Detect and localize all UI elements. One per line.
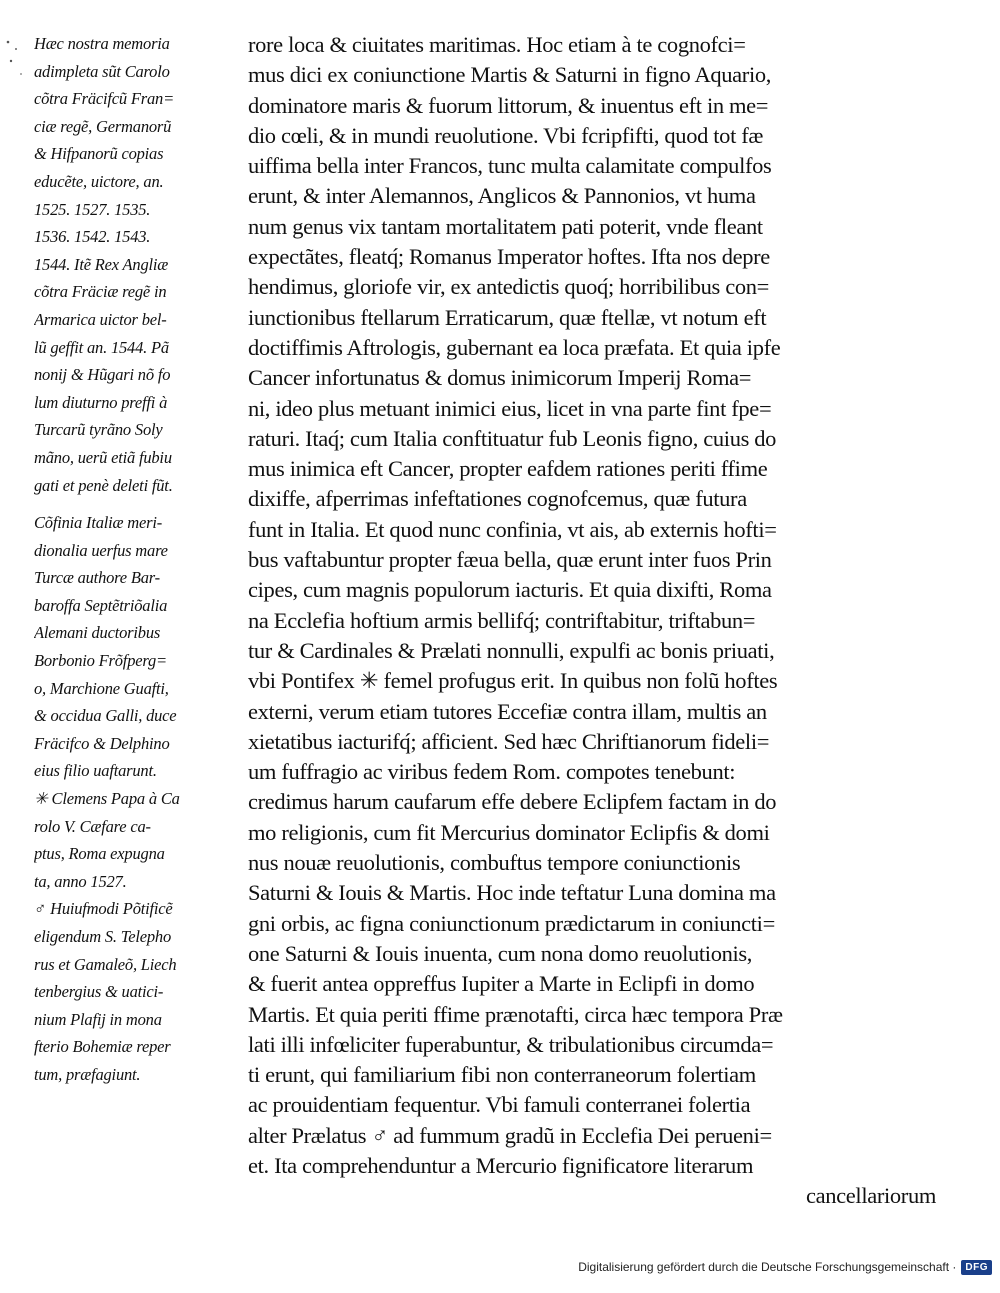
margin-note-line: lũ geffit an. 1544. Pã	[34, 337, 169, 357]
margin-note-line: tenbergius & uatici-	[34, 982, 164, 1002]
margin-gap	[34, 499, 246, 509]
text-line: credimus harum caufarum effe debere Eclipfem factam in do	[248, 789, 777, 815]
text-line: bus vaftabuntur propter fæua bella, quæ erunt inter fuos Prin	[248, 547, 772, 573]
text-line: externi, verum etiam tutores Eccefiæ contra illam, multis an	[248, 698, 767, 724]
margin-note-line: Turcarũ tyrãno Soly	[34, 420, 163, 440]
footer-credit-text: Digitalisierung gefördert durch die Deutsche Forschungsgemeinschaft ·	[578, 1260, 957, 1274]
margin-note-line: ciæ regẽ, Germanorũ	[34, 116, 172, 136]
margin-note-line: ♂ Huiufmodi Põtificẽ	[34, 899, 173, 919]
margin-note-line: Alemani ductoribus	[34, 623, 161, 643]
text-line: mus inimica eft Cancer, propter eafdem rationes periti ffime	[248, 456, 768, 482]
digitization-footer	[578, 1255, 992, 1279]
margin-note-line: 1525. 1527. 1535.	[34, 199, 151, 219]
margin-note-line: cõtra Fräcifcũ Fran=	[34, 89, 175, 109]
text-line: ti erunt, qui familiarium fibi non conterraneorum folertiam	[248, 1062, 756, 1088]
margin-note-line: cõtra Fräciæ regẽ in	[34, 282, 167, 302]
margin-note-line: gati et penè deleti fũt.	[34, 475, 173, 495]
text-line: erunt, & inter Alemannos, Anglicos & Pannonios, vt huma	[248, 183, 756, 209]
margin-note-line: & Hifpanorũ copias	[34, 144, 164, 164]
page-edge-specks	[2, 30, 28, 230]
margin-notes	[34, 30, 246, 1089]
text-line: & fuerit antea oppreffus Iupiter a Marte in Eclipfi in domo	[248, 971, 755, 997]
margin-note-line: adimpleta sũt Carolo	[34, 61, 170, 81]
text-line: rore loca & ciuitates maritimas. Hoc etiam à te cognofci=	[248, 32, 746, 57]
text-line: raturi. Itaq́; cum Italia conftituatur fub Leonis figno, cuius do	[248, 425, 777, 451]
margin-note-line: Fräcifco & Delphino	[34, 733, 170, 753]
margin-note-line: eius filio uaftarunt.	[34, 761, 157, 781]
margin-note-line: eligendum S. Telepho	[34, 927, 171, 946]
margin-note-line: ptus, Roma expugna	[34, 844, 165, 864]
text-line: dixiffe, afperrimas infeftationes cognofcemus, quæ futura	[248, 486, 747, 512]
margin-note-line: o, Marchione Guafti,	[34, 678, 169, 698]
margin-note-line: lum diuturno preffi à	[34, 392, 168, 412]
text-line: Saturni & Iouis & Martis. Hoc inde teftatur Luna domina ma	[248, 880, 776, 906]
margin-note-line: educẽte, uictore, an.	[34, 171, 164, 191]
margin-note-line: 1536. 1542. 1543.	[34, 227, 151, 247]
text-line: lati illi infœliciter fuperabuntur, & tribulationibus circumda=	[248, 1031, 774, 1057]
margin-note-line: mãno, uerũ etiã fubiu	[34, 447, 172, 467]
text-line: et. Ita comprehenduntur a Mercurio fignificatore literarum	[248, 1152, 754, 1178]
margin-note-line: ta, anno 1527.	[34, 871, 127, 891]
margin-note-line: Borbonio Frõfperg=	[34, 651, 167, 671]
text-line: alter Prælatus ♂ ad fummum gradũ in Ecclefia Dei perueni=	[248, 1122, 772, 1148]
text-line: dominatore maris & fuorum littorum, & inuentus eft in me=	[248, 92, 769, 118]
text-line: iunctionibus ftellarum Erraticarum, quæ ftellæ, vt notum eft	[248, 304, 767, 330]
catchword: cancellariorum	[805, 1183, 936, 1209]
margin-note-line: Cõfinia Italiæ meri-	[34, 513, 163, 533]
text-line: Cancer infortunatus & domus inimicorum Imperij Roma=	[248, 365, 752, 391]
margin-note-line: rolo V. Cæfare ca-	[34, 816, 151, 836]
margin-note-line: Armarica uictor bel-	[34, 309, 167, 329]
margin-note-line: dionalia uerfus mare	[34, 540, 168, 560]
text-line: mus dici ex coniunctione Martis & Saturni in figno Aquario,	[248, 62, 772, 88]
text-line: xietatibus iacturifq́; afficient. Sed hæc Chriftianorum fideli=	[248, 728, 770, 754]
margin-note-line: & occidua Galli, duce	[34, 706, 177, 726]
text-line: ni, ideo plus metuant inimici eius, licet in vna parte fint fpe=	[248, 395, 772, 421]
text-line: vbi Pontifex ✳ femel profugus erit. In quibus non folũ hoftes	[248, 668, 778, 694]
text-line: cipes, cum magnis populorum iacturis. Et quia dixifti, Roma	[248, 577, 772, 603]
text-line: ac prouidentiam fequentur. Vbi famuli conterranei folertia	[248, 1092, 751, 1118]
text-line: one Saturni & Iouis inuenta, cum nona domo reuolutionis,	[248, 940, 753, 966]
text-line: nus nouæ reuolutionis, combuftus tempore coniunctionis	[248, 850, 741, 876]
text-line: dio cœli, & in mundi reuolutione. Vbi fcripfifti, quod tot fæ	[248, 122, 764, 148]
margin-note-line: rus et Gamaleõ, Liech	[34, 954, 177, 974]
text-line: funt in Italia. Et quod nunc confinia, vt ais, ab externis hofti=	[248, 516, 777, 542]
dfg-logo: DFG	[961, 1260, 992, 1275]
text-line: um fuffragio ac viribus fedem Rom. compotes tenebunt:	[248, 759, 736, 785]
text-line: gni orbis, ac figna coniunctionum prædictarum in coniuncti=	[248, 910, 775, 936]
text-line: tur & Cardinales & Prælati nonnulli, expulfi ac bonis priuati,	[248, 637, 775, 663]
margin-note-line: tum, præfagiunt.	[34, 1064, 141, 1084]
margin-note-line: 1544. Itẽ Rex Angliæ	[34, 254, 169, 274]
text-line: num genus vix tantam mortalitatem pati poterit, vnde fleant	[248, 213, 763, 239]
main-text	[248, 30, 948, 1212]
text-line: na Ecclefia hoftium armis bellifq́; contriftabitur, triftabun=	[248, 607, 756, 633]
text-line: hendimus, gloriofe vir, ex antedictis quoq́; horribilibus con=	[248, 274, 769, 300]
margin-note-line: baroffa Septẽtriõalia	[34, 595, 168, 615]
margin-note-line: Hæc nostra memoria	[34, 34, 170, 53]
text-line: Martis. Et quia periti ffime prænotafti, circa hæc tempora Præ	[248, 1001, 783, 1027]
text-line: mo religionis, cum fit Mercurius dominator Eclipfis & domi	[248, 819, 770, 845]
margin-note-line: fterio Bohemiæ reper	[34, 1037, 171, 1057]
text-line: doctiffimis Aftrologis, gubernant ea loca præfata. Et quia ipfe	[248, 334, 781, 360]
margin-note-line: nium Plafij in mona	[34, 1009, 162, 1029]
text-line: uiffima bella inter Francos, tunc multa calamitate compulfos	[248, 153, 772, 179]
margin-note-line: nonij & Hũgari nõ fo	[34, 365, 171, 385]
margin-note-line: Turcæ authore Bar-	[34, 568, 160, 588]
margin-note-line: ✳ Clemens Papa à Ca	[34, 789, 180, 809]
text-line: expectãtes, fleatq́; Romanus Imperator hoftes. Ifta nos depre	[248, 244, 770, 270]
